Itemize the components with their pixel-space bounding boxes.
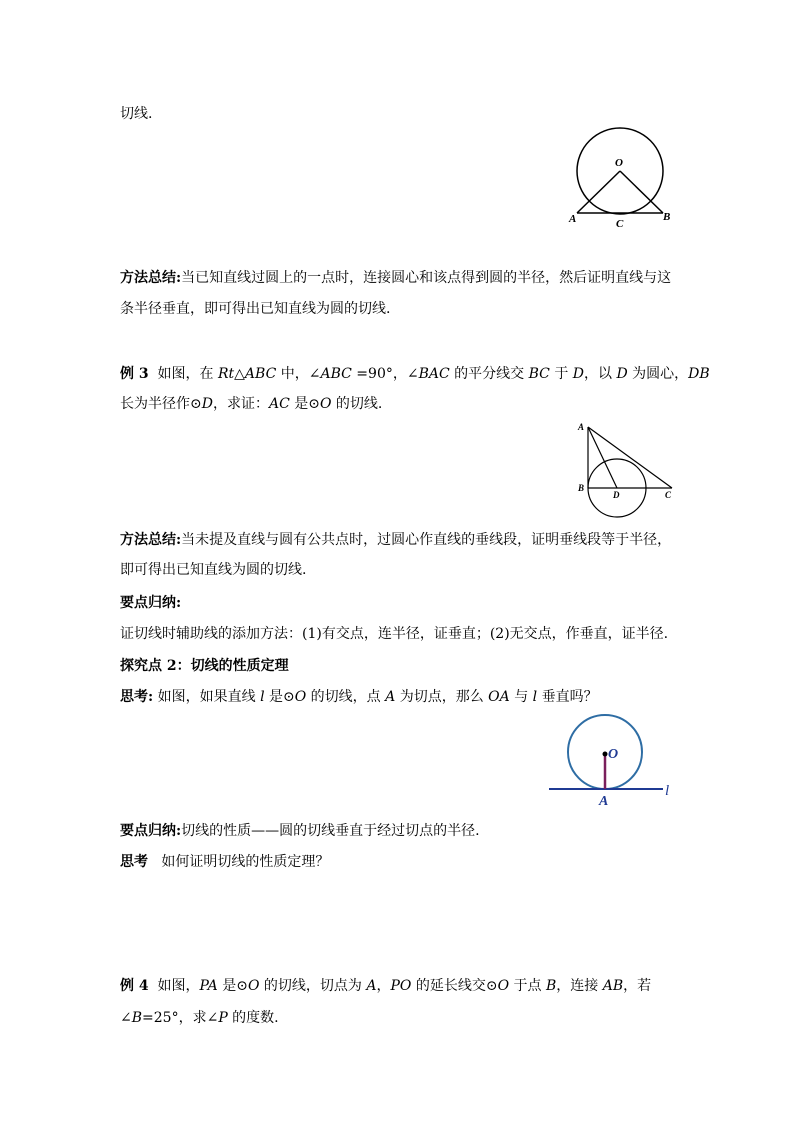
fig1-label-c: C: [616, 218, 624, 230]
fig3-label-o: O: [608, 747, 619, 762]
intro-text: 切线.: [120, 106, 153, 122]
fig3-center-dot: [603, 752, 608, 757]
summary1-line2: 条半径垂直，即可得出已知直线为圆的切线.: [120, 301, 391, 317]
think1-label: 思考:: [120, 689, 154, 705]
summary1-line1: 方法总结:当已知直线过圆上的一点时，连接圆心和该点得到圆的半径，然后证明直线与这: [120, 270, 672, 286]
keypoints2-label: 要点归纳:: [120, 823, 182, 839]
fig1-segment-ob: [620, 171, 663, 213]
example3-line2: 长为半径作⊙D，求证：AC 是⊙O 的切线.: [120, 396, 383, 412]
example3-line1: 例 3 如图，在 Rt△ABC 中，∠ABC =90°，∠BAC 的平分线交 BC 于 D，以 D 为圆心，DB: [120, 366, 710, 382]
fig2-label-a: A: [578, 422, 585, 432]
fig2-label-c: C: [665, 490, 672, 500]
fig1-label-o: O: [615, 157, 623, 169]
fig2-label-d: D: [613, 490, 620, 500]
keypoints2-line: 要点归纳:切线的性质——圆的切线垂直于经过切点的半径.: [120, 823, 480, 839]
explore2-heading: 探究点 2：切线的性质定理: [120, 658, 289, 674]
example4-line2: ∠B=25°，求∠P 的度数.: [120, 1010, 279, 1026]
fig2-bisector-ad: [588, 427, 617, 488]
example3-label: 例 3: [120, 366, 149, 382]
fig2-label-b: B: [578, 483, 585, 493]
summary2-label: 方法总结:: [120, 532, 182, 548]
figure-tangent-line: [545, 712, 675, 808]
summary1-label: 方法总结:: [120, 270, 182, 286]
figure-circle-triangle: [565, 128, 685, 232]
summary2-line2: 即可得出已知直线为圆的切线.: [120, 562, 307, 578]
think1-line: 思考: 如图，如果直线 l 是⊙O 的切线，点 A 为切点，那么 OA 与 l 垂直吗？: [120, 689, 598, 705]
fig3-label-l: l: [665, 783, 670, 799]
think2-label: 思考: [120, 854, 148, 870]
summary2-line1: 方法总结:当未提及直线与圆有公共点时，过圆心作直线的垂线段，证明垂线段等于半径，: [120, 532, 672, 548]
example4-label: 例 4: [120, 978, 149, 994]
figure-right-triangle-circle: [575, 420, 680, 505]
keypoints1-text: 证切线时辅助线的添加方法：(1)有交点，连半径，证垂直；(2)无交点，作垂直，证半径.: [120, 626, 669, 642]
keypoints1-label: 要点归纳:: [120, 595, 182, 611]
fig1-segment-oa: [577, 171, 620, 213]
fig2-side-ac: [588, 427, 672, 488]
think2-line: 思考 如何证明切线的性质定理？: [120, 854, 330, 870]
fig1-label-b: B: [663, 211, 671, 223]
fig3-label-a: A: [599, 794, 609, 809]
fig1-label-a: A: [569, 213, 577, 225]
example4-line1: 例 4 如图，PA 是⊙O 的切线，切点为 A，PO 的延长线交⊙O 于点 B，连接 AB，若: [120, 978, 652, 994]
